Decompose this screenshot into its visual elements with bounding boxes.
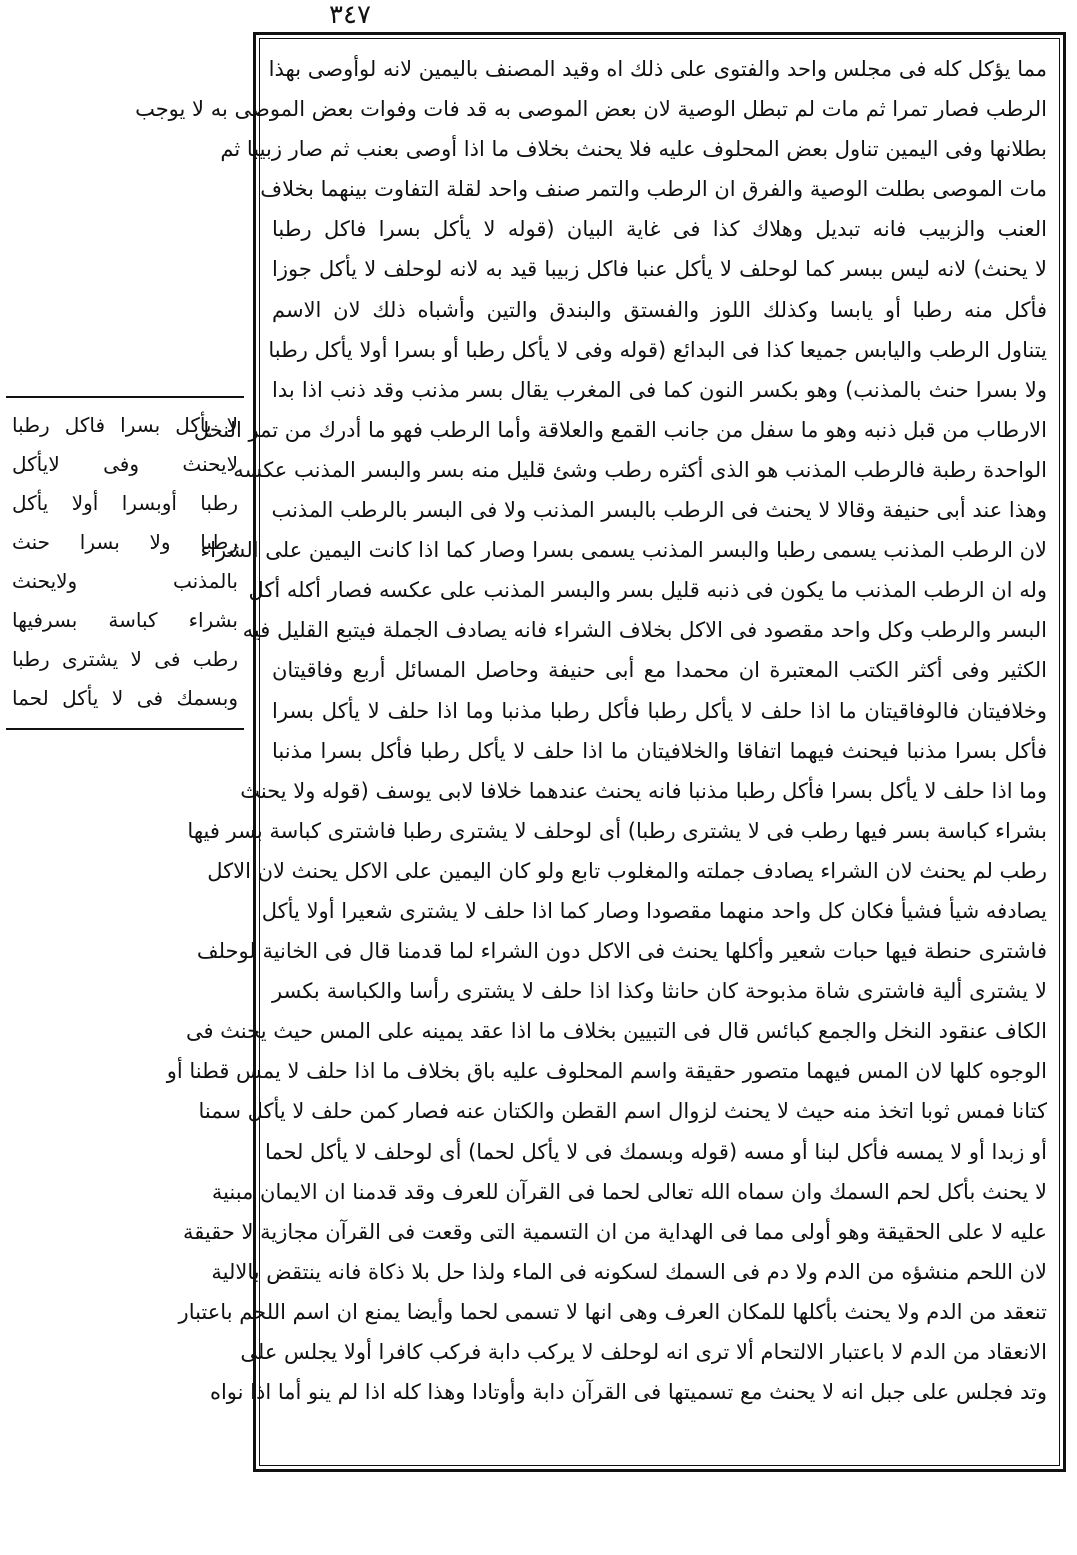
text-line: بطلانها وفى اليمين تناول بعض المحلوف عليه فلا يحنث بخلاف ما اذا أوصى بعنب ثم صار زبيبا ثم [220, 137, 1047, 162]
text-line: البسر والرطب وكل واحد مقصود فى الاكل بخلاف الشراء فانه يصادف الجملة فيتبع القليل فيه [242, 618, 1047, 643]
page-number: ٣٤٧ [329, 0, 371, 30]
text-line: مات الموصى بطلت الوصية والفرق ان الرطب والتمر صنف واحد لقلة التفاوت بينهما بخلاف [260, 177, 1047, 202]
text-line: يتناول الرطب واليابس جميعا كذا فى البدائع (قوله وفى لا يأكل رطبا أو بسرا أولا يأكل رطبا [268, 337, 1047, 362]
text-line: كتانا فمس ثوبا اتخذ منه حيث لا يحنث لزوال اسم القطن والكتان عنه فصار كمن حلف لا يأكل سمنا [198, 1099, 1047, 1124]
text-line: يصادفه شيأ فشيأ فكان كل واحد منهما مقصودا وصار كما اذا حلف لا يشترى شعيرا أولا يأكل [261, 898, 1047, 923]
text-line: أو زبدا أو لا يمسه فأكل لبنا أو مسه (قوله وبسمك فى لا يأكل لحما) أى لوحلف لا يأكل لحما [264, 1139, 1047, 1164]
text-line: وله ان الرطب المذنب ما يكون فى ذنبه قليل بسر والبسر المذنب على عكسه فصار أكله أكل [248, 578, 1047, 603]
margin-note-line: وبسمك فى لا يأكل لحما [12, 686, 238, 710]
margin-note-line: رطب فى لا يشترى رطبا [12, 647, 238, 671]
text-line: الرطب فصار تمرا ثم مات لم تبطل الوصية لان بعض الموصى به قد فات وفوات بعض الموصى به لا يوجب [135, 97, 1047, 122]
main-text-frame [135, 32, 1066, 1472]
text-line: الوجوه كلها لان المس فيهما متصور حقيقة واسم المحلوف عليه باق بخلاف ما اذا حلف لا يمس قطنا أو [166, 1059, 1047, 1084]
text-line: لان اللحم منشؤه من الدم ولا دم فى السمك لسكونه فى الماء ولذا حل بلا ذكاة فانه ينتقض بالالية [211, 1259, 1047, 1284]
text-line: الارطاب من قبل ذنبه وهو ما سفل من جانب القمع والعلاقة وأما الرطب فهو ما أدرك من تمر النخل [193, 417, 1047, 442]
margin-note-line: رطبا ولا بسرا حنث [12, 530, 238, 554]
text-line: لان الرطب المذنب يسمى رطبا والبسر المذنب يسمى بسرا وصار كما اذا كانت اليمين على الشراء [200, 538, 1047, 563]
text-line: وتد فجلس على جبل انه لا يحنث مع تسميتها فى القرآن دابة وأوتادا وهذا كله اذا لم ينو أما اذا نواه [209, 1380, 1047, 1405]
text-line: الانعقاد من الدم لا باعتبار الالتحام ألا ترى انه لوحلف لا يركب دابة فركب كافرا أولا يجلس على [240, 1340, 1047, 1364]
text-line: لا يشترى ألية فاشترى شاة مذبوحة كان حانثا وكذا اذا حلف لا يشترى رأسا والكباسة بكسر [272, 979, 1047, 1004]
text-line: وخلافيتان فالوفاقيتان ما اذا حلف لا يأكل رطبا فأكل رطبا مذنبا وما اذا حلف لا يأكل بسرا [272, 698, 1047, 723]
text-line: ولا بسرا حنث بالمذنب) وهو بكسر النون كما فى المغرب يقال بسر مذنب وقد ذنب اذا بدا [272, 377, 1047, 402]
text-line: رطب لم يحنث لان الشراء يصادف جملته والمغلوب تابع ولو كان اليمين على الاكل يحنث لان الاكل [207, 858, 1047, 883]
margin-note-line: لايحنث وفى لايأكل [12, 452, 238, 476]
text-line: وهذا عند أبى حنيفة وقالا لا يحنث فى الرطب بالبسر المذنب ولا فى البسر بالرطب المذنب [271, 498, 1047, 523]
margin-note-line: بالمذنب ولايحنث [12, 569, 238, 593]
text-line: مما يؤكل كله فى مجلس واحد والفتوى على ذلك اه وقيد المصنف باليمين لانه لوأوصى بهذا [268, 57, 1047, 81]
text-line: عليه لا على الحقيقة وهو أولى مما فى الهداية من ان التسمية التى وقعت فى القرآن مجازية لا حقيقة [183, 1219, 1047, 1244]
main-text-body [135, 38, 1060, 1466]
text-line: تنعقد من الدم ولا يحنث بأكلها للمكان العرف وهى انها لا تسمى لحما وأيضا يمنع ان اسم اللحم باعتبار [178, 1299, 1047, 1324]
text-line: الكثير وفى أكثر الكتب المعتبرة ان محمدا مع أبى حنيفة وحاصل المسائل أربع وفاقيتان [272, 658, 1047, 683]
text-line: وما اذا حلف لا يأكل بسرا فأكل رطبا مذنبا فانه يحنث عندهما خلافا لابى يوسف (قوله ولا يحنث [240, 778, 1047, 803]
text-line: فاشترى حنطة فيها حبات شعير وأكلها يحنث فى الاكل دون الشراء لما قدمنا قال فى الخانية لوحلف [196, 939, 1047, 964]
text-line: لا يحنث بأكل لحم السمك وان سماه الله تعالى لحما فى القرآن للعرف وقد قدمنا ان الايمان مبنية [211, 1179, 1047, 1204]
text-line: الكاف عنقود النخل والجمع كبائس قال فى التبيين بخلاف ما اذا عقد يمينه على المس حيث يحنث فى [185, 1019, 1047, 1044]
margin-note-line: بشراء كباسة بسرفيها [12, 608, 238, 632]
margin-note-line: لا يأكل بسرا فاكل رطبا [12, 413, 238, 437]
margin-note-line: رطبا أوبسرا أولا يأكل [12, 491, 238, 515]
text-line: بشراء كباسة بسر فيها رطب فى لا يشترى رطبا) أى لوحلف لا يشترى رطبا فاشترى كباسة بسر فيها [187, 818, 1047, 843]
text-line: فأكل بسرا مذنبا فيحنث فيهما اتفاقا والخلافيتان ما اذا حلف لا يأكل رطبا فأكل بسرا مذنبا [272, 738, 1047, 763]
text-line: فأكل منه رطبا أو يابسا وكذلك اللوز والفستق والبندق والتين وأشباه ذلك لان الاسم [272, 297, 1047, 322]
text-line: لا يحنث) لانه ليس ببسر كما لوحلف لا يأكل عنبا فاكل زبيبا قيد به لانه لوحلف لا يأكل جوزا [272, 257, 1047, 282]
text-line: العنب والزبيب فانه تبديل وهلاك كذا فى غاية البيان (قوله لا يأكل بسرا فاكل رطبا [272, 217, 1047, 242]
text-line: الواحدة رطبة فالرطب المذنب هو الذى أكثره رطب وشئ قليل منه بسر والبسر المذنب عكسه [233, 457, 1047, 482]
